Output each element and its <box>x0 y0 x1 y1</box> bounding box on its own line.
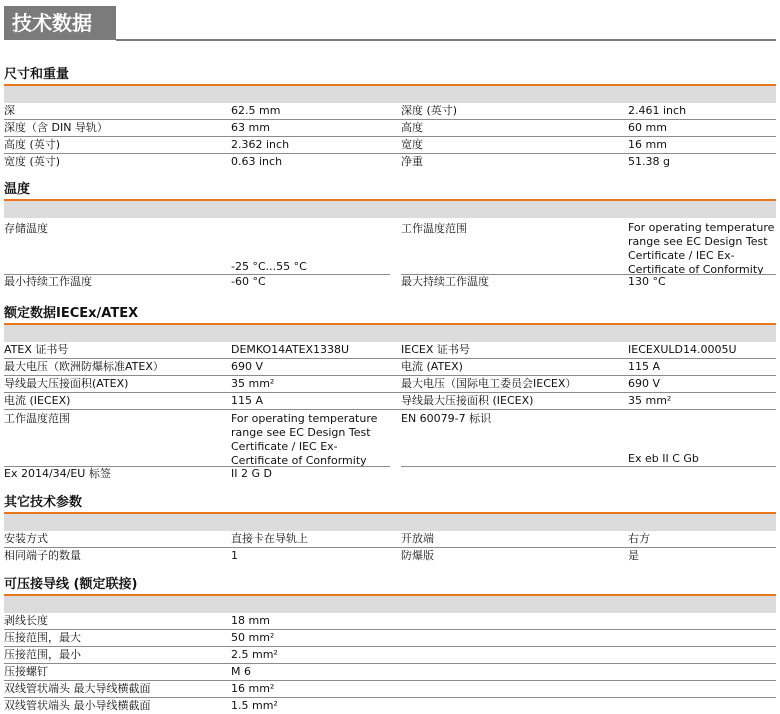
cell-label: 双线管状端头 最小导线横截面 <box>4 699 151 712</box>
cell-label: 最大电压（国际电工委员会IECEX） <box>401 377 577 390</box>
page-header <box>0 0 780 42</box>
cell-label: 最小持续工作温度 <box>4 275 92 288</box>
section-other-params <box>4 494 776 564</box>
cell-value: 2.461 inch <box>628 104 687 117</box>
cell-label: 剥线长度 <box>4 614 48 627</box>
table-row <box>4 647 776 664</box>
table-row <box>4 681 776 698</box>
cell-value: 18 mm <box>231 614 270 627</box>
cell-value: 690 V <box>231 360 264 373</box>
table-row <box>4 613 776 630</box>
cell-value: 0.63 inch <box>231 155 283 168</box>
cell-label: 深 <box>4 104 15 117</box>
table-row <box>4 359 776 376</box>
section-band <box>4 596 776 613</box>
cell-label: 电流 (ATEX) <box>401 360 463 373</box>
cell-label: 双线管状端头 最大导线横截面 <box>4 682 151 695</box>
cell-value: 2.362 inch <box>231 138 290 151</box>
table-row <box>4 120 776 137</box>
cell-value: 35 mm² <box>231 377 275 390</box>
section-atex <box>4 305 776 482</box>
section-title: 可压接导线 (额定联接) <box>4 576 776 596</box>
cell-value: Ex eb II C Gb <box>628 452 699 465</box>
cell-label: IECEX 证书号 <box>401 343 470 356</box>
table-row <box>4 274 776 290</box>
cell-label: 深度（含 DIN 导轨） <box>4 121 108 134</box>
table-row <box>4 103 776 120</box>
section-band <box>4 514 776 531</box>
cell-value: 50 mm² <box>231 631 275 644</box>
cell-value: 1.5 mm² <box>231 699 278 712</box>
cell-value: 51.38 g <box>628 155 670 168</box>
cell-label: 导线最大压接面积(ATEX) <box>4 377 129 390</box>
cell-label: 工作温度范围 <box>401 222 467 235</box>
cell-label: 最大电压（欧洲防爆标准ATEX） <box>4 360 164 373</box>
cell-value: 35 mm² <box>628 394 672 407</box>
table-row <box>4 548 776 564</box>
cell-label: ATEX 证书号 <box>4 343 69 356</box>
cell-label: EN 60079-7 标识 <box>401 412 492 425</box>
section-band <box>4 325 776 342</box>
cell-value: 62.5 mm <box>231 104 281 117</box>
cell-value: 690 V <box>628 377 661 390</box>
title-rule <box>116 39 776 41</box>
section-band <box>4 86 776 103</box>
cell-label: 净重 <box>401 155 423 168</box>
cell-value: 115 A <box>628 360 661 373</box>
table-row <box>4 137 776 154</box>
section-temperature <box>4 181 776 290</box>
cell-label: 高度 <box>401 121 423 134</box>
cell-value: 16 mm <box>628 138 667 151</box>
cell-value: DEMKO14ATEX1338U <box>231 343 350 356</box>
cell-label: 深度 (英寸) <box>401 104 458 117</box>
table-row <box>4 410 776 466</box>
cell-value: 2.5 mm² <box>231 648 278 661</box>
page-title: 技术数据 <box>4 6 116 40</box>
cell-label: 安装方式 <box>4 532 48 545</box>
cell-value: 1 <box>231 549 238 562</box>
cell-value: For operating temperature range see EC Design Test Certificate / IEC Ex-Certificate of Conformity <box>628 221 775 276</box>
cell-value: 16 mm² <box>231 682 275 695</box>
cell-label: 宽度 <box>401 138 423 151</box>
cell-label: 开放端 <box>401 532 434 545</box>
cell-value: 63 mm <box>231 121 270 134</box>
section-band <box>4 201 776 218</box>
section-crimp-conductor <box>4 576 776 714</box>
cell-label: 高度 (英寸) <box>4 138 61 151</box>
table-row <box>4 342 776 359</box>
section-title: 温度 <box>4 181 776 201</box>
table-row <box>4 698 776 714</box>
table-row <box>4 154 776 170</box>
cell-value: 右方 <box>628 532 650 545</box>
table-row <box>4 218 776 274</box>
cell-label: 存储温度 <box>4 222 48 235</box>
cell-label: 电流 (IECEX) <box>4 394 71 407</box>
table-row <box>4 664 776 681</box>
cell-label: 最大持续工作温度 <box>401 275 489 288</box>
table-row <box>4 466 776 482</box>
cell-value: -60 °C <box>231 275 266 288</box>
table-row <box>4 393 776 410</box>
cell-label: 导线最大压接面积 (IECEX) <box>401 394 534 407</box>
section-dimensions <box>4 66 776 170</box>
cell-value: 115 A <box>231 394 264 407</box>
cell-label: 压接范围，最大 <box>4 631 81 644</box>
cell-value: II 2 G D <box>231 467 272 480</box>
cell-value: 直接卡在导轨上 <box>231 532 308 545</box>
cell-label: 相同端子的数量 <box>4 549 81 562</box>
cell-label: 压接范围，最小 <box>4 648 81 661</box>
section-title: 尺寸和重量 <box>4 66 776 86</box>
cell-label: 压接螺钉 <box>4 665 48 678</box>
cell-value: 60 mm <box>628 121 667 134</box>
table-row <box>4 376 776 393</box>
cell-label: 宽度 (英寸) <box>4 155 61 168</box>
cell-label: 工作温度范围 <box>4 412 70 425</box>
section-title: 其它技术参数 <box>4 494 776 514</box>
section-title: 额定数据IECEx/ATEX <box>4 305 776 325</box>
cell-value: 130 °C <box>628 275 666 288</box>
cell-value: 是 <box>628 549 639 562</box>
cell-label: Ex 2014/34/EU 标签 <box>4 467 111 480</box>
cell-label: 防爆版 <box>401 549 434 562</box>
cell-value: For operating temperature range see EC Design Test Certificate / IEC Ex-Certificate of Conformity <box>231 412 378 467</box>
cell-value: -25 °C...55 °C <box>231 260 307 273</box>
table-row <box>4 531 776 548</box>
table-row <box>4 630 776 647</box>
cell-value: M 6 <box>231 665 251 678</box>
cell-value: IECEXULD14.0005U <box>628 343 737 356</box>
